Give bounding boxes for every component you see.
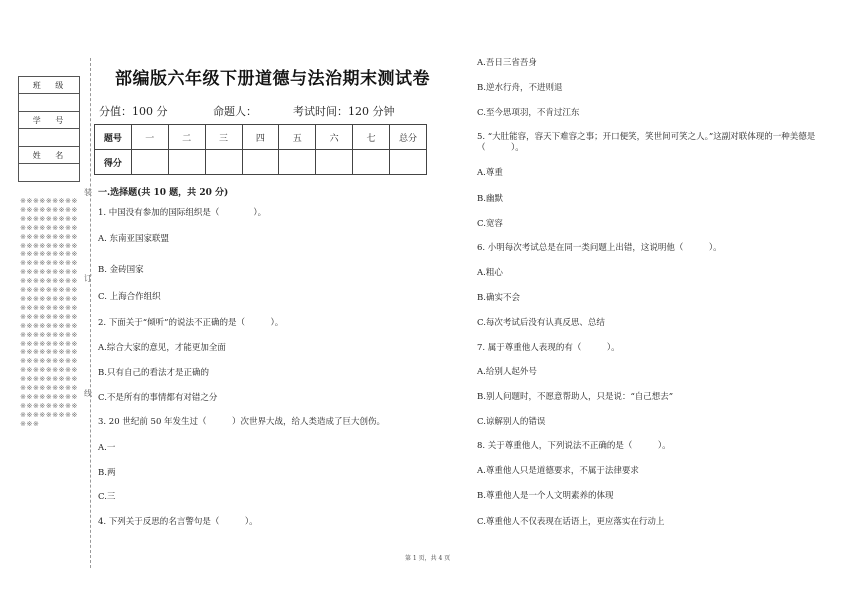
score-header-cell: 一	[131, 125, 168, 150]
score-table-score-row	[95, 150, 427, 175]
score-cell[interactable]	[316, 150, 353, 175]
binding-mark-zhuang: 装	[84, 188, 92, 197]
answer-option: C.不是所有的事情都有对错之分	[98, 393, 218, 403]
exam-author: 命题人：	[213, 105, 257, 118]
answer-option: C. 上海合作组织	[98, 292, 161, 302]
answer-option: B.确实不会	[477, 293, 520, 303]
binding-mark-ding: 订	[84, 274, 92, 283]
hatch-border: ※※※※※※※※※※※※※※※※※※※※※※※※※※※※※※※※※※※※※※※※※※※※※※※※※※※※※※※※※※※※※※※※※※※※※※※※※※※※※※※※※※※※※※※※※※※※※※※※※※※※※※※※※※※※※※※※※※※※※※※※※※※※※※※※※※※※※※※※※※※※※※※※※※※※※※※※※※※※※※※※※※※※※※※※※※※※※※※※※※※※※※※※※※※※※※※※※※※※※※※※※※※※※※※※※※※※※※※※※※※※※※※※※※※※	[20, 197, 78, 428]
answer-option: C.三	[98, 492, 116, 502]
exam-time: 考试时间：120 分钟	[293, 105, 395, 118]
name-label: 姓 名	[19, 147, 79, 164]
answer-option: A.粗心	[477, 268, 503, 278]
answer-option: A.尊重	[477, 168, 503, 178]
page-number: 第 1 页，共 4 页	[405, 555, 451, 562]
score-cell[interactable]	[353, 150, 390, 175]
name-field[interactable]	[19, 164, 79, 182]
class-field[interactable]	[19, 94, 79, 112]
answer-option: A.一	[98, 443, 116, 453]
answer-option: B.尊重他人是一个人文明素养的体现	[477, 491, 614, 501]
question-text: 2. 下面关于“倾听”的说法不正确的是（ ）。	[98, 318, 284, 328]
answer-option: B. 金砖国家	[98, 265, 144, 275]
student-info-box	[18, 76, 80, 182]
student-id-label: 学 号	[19, 112, 79, 129]
score-cell[interactable]	[205, 150, 242, 175]
student-id-field[interactable]	[19, 129, 79, 147]
score-row-label: 得分	[95, 150, 132, 175]
score-cell[interactable]	[242, 150, 279, 175]
answer-option: A.尊重他人只是道德要求，不属于法律要求	[477, 466, 639, 476]
answer-option: C.谅解别人的错误	[477, 417, 546, 427]
question-text: 3. 20 世纪前 50 年发生过（ ）次世界大战，给人类造成了巨大创伤。	[98, 417, 386, 427]
binding-line	[90, 58, 91, 568]
score-header-cell: 总分	[390, 125, 427, 150]
score-cell[interactable]	[131, 150, 168, 175]
score-cell[interactable]	[390, 150, 427, 175]
score-total: 分值：100 分	[99, 105, 168, 118]
score-header-cell: 二	[168, 125, 205, 150]
question-text: 1. 中国没有参加的国际组织是（ ）。	[98, 208, 267, 218]
section-title: 一.选择题(共 10 题，共 20 分)	[98, 188, 229, 198]
question-text: 8. 关于尊重他人，下列说法不正确的是（ ）。	[477, 441, 671, 451]
exam-title: 部编版六年级下册道德与法治期末测试卷	[115, 69, 430, 89]
binding-mark-xian: 线	[84, 389, 92, 398]
answer-option: A.给别人起外号	[477, 367, 537, 377]
answer-option: C.宽容	[477, 219, 503, 229]
answer-option: C.至今思项羽，不肯过江东	[477, 108, 580, 118]
score-table-header-row	[95, 125, 427, 150]
score-header-cell: 七	[353, 125, 390, 150]
answer-option: A.吾日三省吾身	[477, 58, 537, 68]
score-header-cell: 五	[279, 125, 316, 150]
score-header-cell: 三	[205, 125, 242, 150]
answer-option: A. 东南亚国家联盟	[98, 234, 170, 244]
score-header-cell: 六	[316, 125, 353, 150]
answer-option: B.逆水行舟，不进则退	[477, 83, 563, 93]
answer-option: C.尊重他人不仅表现在话语上，更应落实在行动上	[477, 517, 665, 527]
answer-option: B.别人问题时，不愿意帮助人，只是说：“自己想去”	[477, 392, 674, 402]
score-header-cell: 题号	[95, 125, 132, 150]
score-cell[interactable]	[168, 150, 205, 175]
question-text: 6. 小明每次考试总是在同一类问题上出错，这说明他（ ）。	[477, 243, 722, 253]
answer-option: B.两	[98, 468, 116, 478]
question-text: 5. “大肚能容，容天下难容之事；开口便笑，笑世间可笑之人。”这副对联体现的一种美德是（ ）。	[477, 132, 816, 153]
score-cell[interactable]	[279, 150, 316, 175]
answer-option: B.只有自己的看法才是正确的	[98, 368, 209, 378]
answer-option: B.幽默	[477, 194, 503, 204]
score-table	[94, 124, 427, 175]
answer-option: A.综合大家的意见，才能更加全面	[98, 343, 226, 353]
class-label: 班 级	[19, 77, 79, 94]
question-text: 7. 属于尊重他人表现的有（ ）。	[477, 343, 620, 353]
answer-option: C.每次考试后没有认真反思、总结	[477, 318, 605, 328]
score-header-cell: 四	[242, 125, 279, 150]
question-text: 4. 下列关于反思的名言警句是（ ）。	[98, 517, 258, 527]
